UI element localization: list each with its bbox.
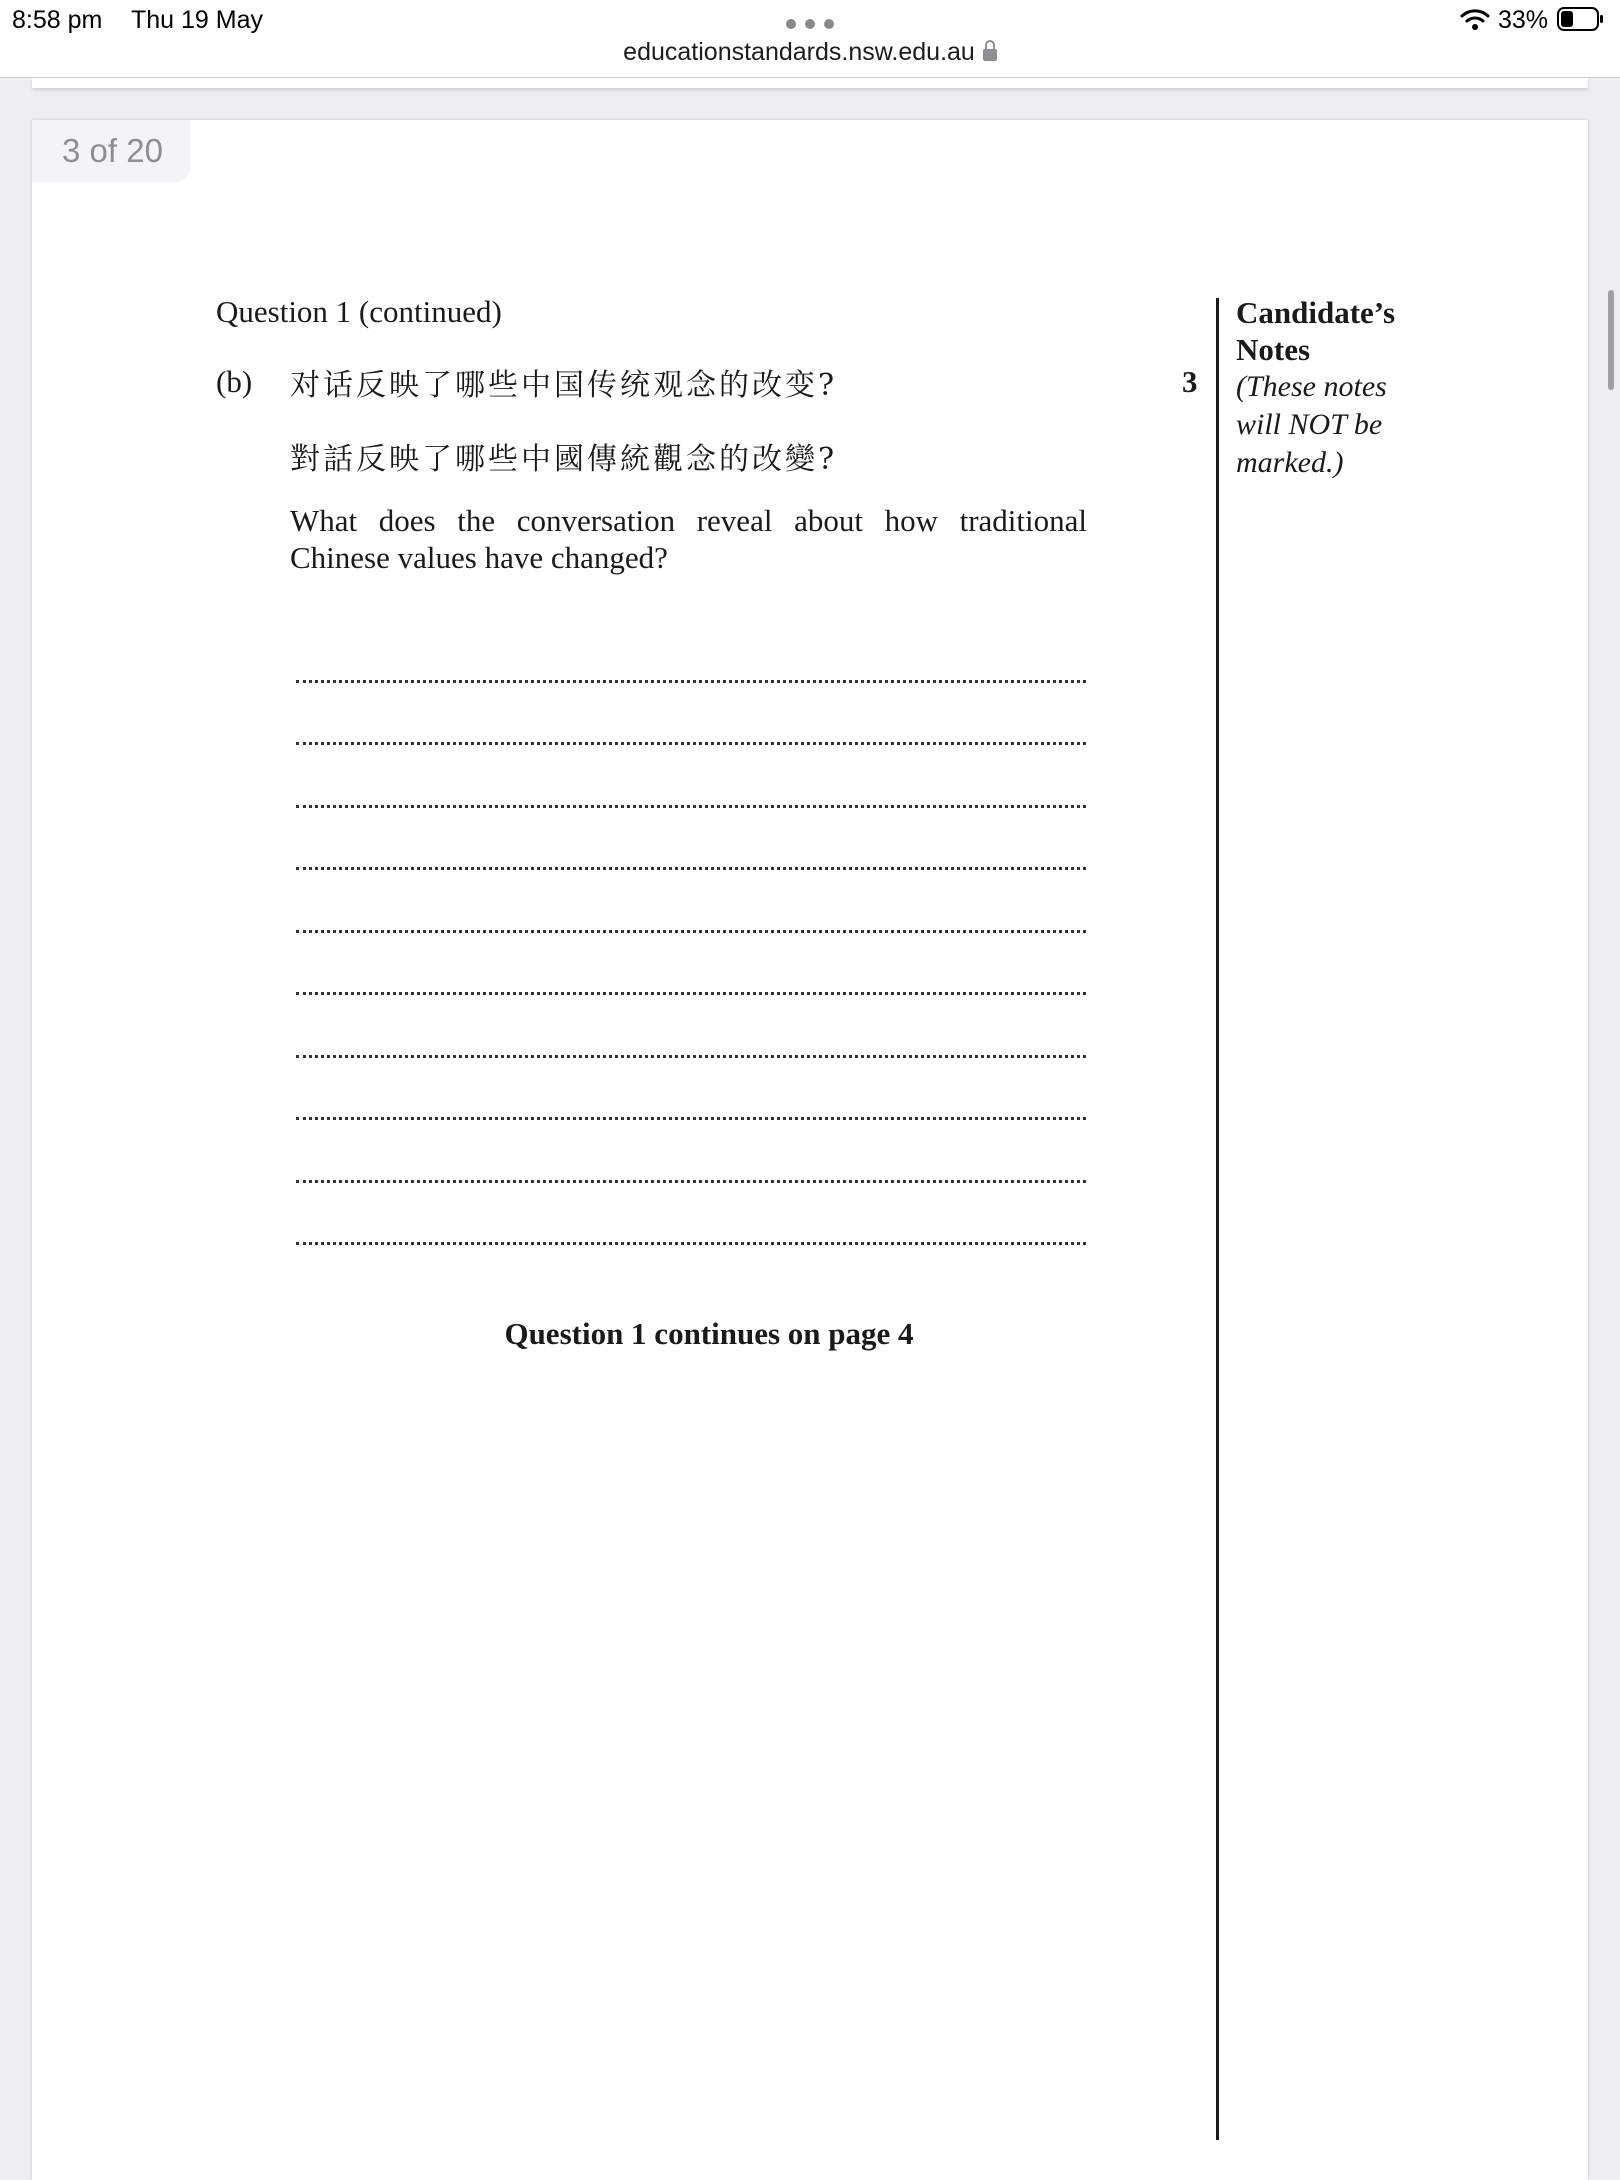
question-english: What does the conversation reveal about how traditional Chinese values have changed? — [290, 503, 1087, 575]
answer-line[interactable] — [296, 683, 1086, 746]
answer-line[interactable] — [296, 745, 1086, 808]
marks-value: 3 — [1182, 364, 1198, 399]
answer-line[interactable] — [296, 1058, 1086, 1121]
question-traditional-chinese: 對話反映了哪些中國傳統觀念的改變? — [290, 442, 838, 477]
status-date: Thu 19 May — [131, 6, 264, 34]
continues-footer: Question 1 continues on page 4 — [504, 1316, 914, 1351]
wifi-icon — [1460, 8, 1490, 30]
answer-line[interactable] — [296, 995, 1086, 1058]
url-text: educationstandards.nsw.edu.au — [623, 38, 975, 66]
candidate-notes-subtitle: (These notes will NOT be marked.) — [1236, 370, 1387, 479]
address-bar[interactable] — [0, 38, 1620, 67]
answer-line[interactable] — [296, 808, 1086, 871]
question-simplified-chinese: 对话反映了哪些中国传统观念的改变? — [290, 368, 838, 403]
battery-percent: 33% — [1498, 6, 1549, 34]
part-label: (b) — [216, 364, 253, 399]
scrollbar[interactable] — [1608, 290, 1614, 390]
question-heading: Question 1 (continued) — [216, 294, 502, 329]
previous-page-edge — [32, 78, 1588, 88]
status-time: 8:58 pm — [12, 6, 103, 34]
answer-line[interactable] — [296, 933, 1086, 996]
answer-line[interactable] — [296, 620, 1086, 683]
notes-divider — [1216, 298, 1219, 2140]
page-counter: 3 of 20 — [32, 120, 190, 182]
more-icon[interactable] — [786, 18, 834, 30]
answer-line[interactable] — [296, 1183, 1086, 1246]
status-bar — [0, 0, 1620, 78]
answer-lines[interactable] — [296, 620, 1086, 1245]
battery-icon — [1557, 7, 1605, 31]
answer-line[interactable] — [296, 870, 1086, 933]
answer-line[interactable] — [296, 1120, 1086, 1183]
candidate-notes-title: Candidate’s Notes — [1236, 295, 1396, 367]
lock-icon — [983, 49, 997, 61]
